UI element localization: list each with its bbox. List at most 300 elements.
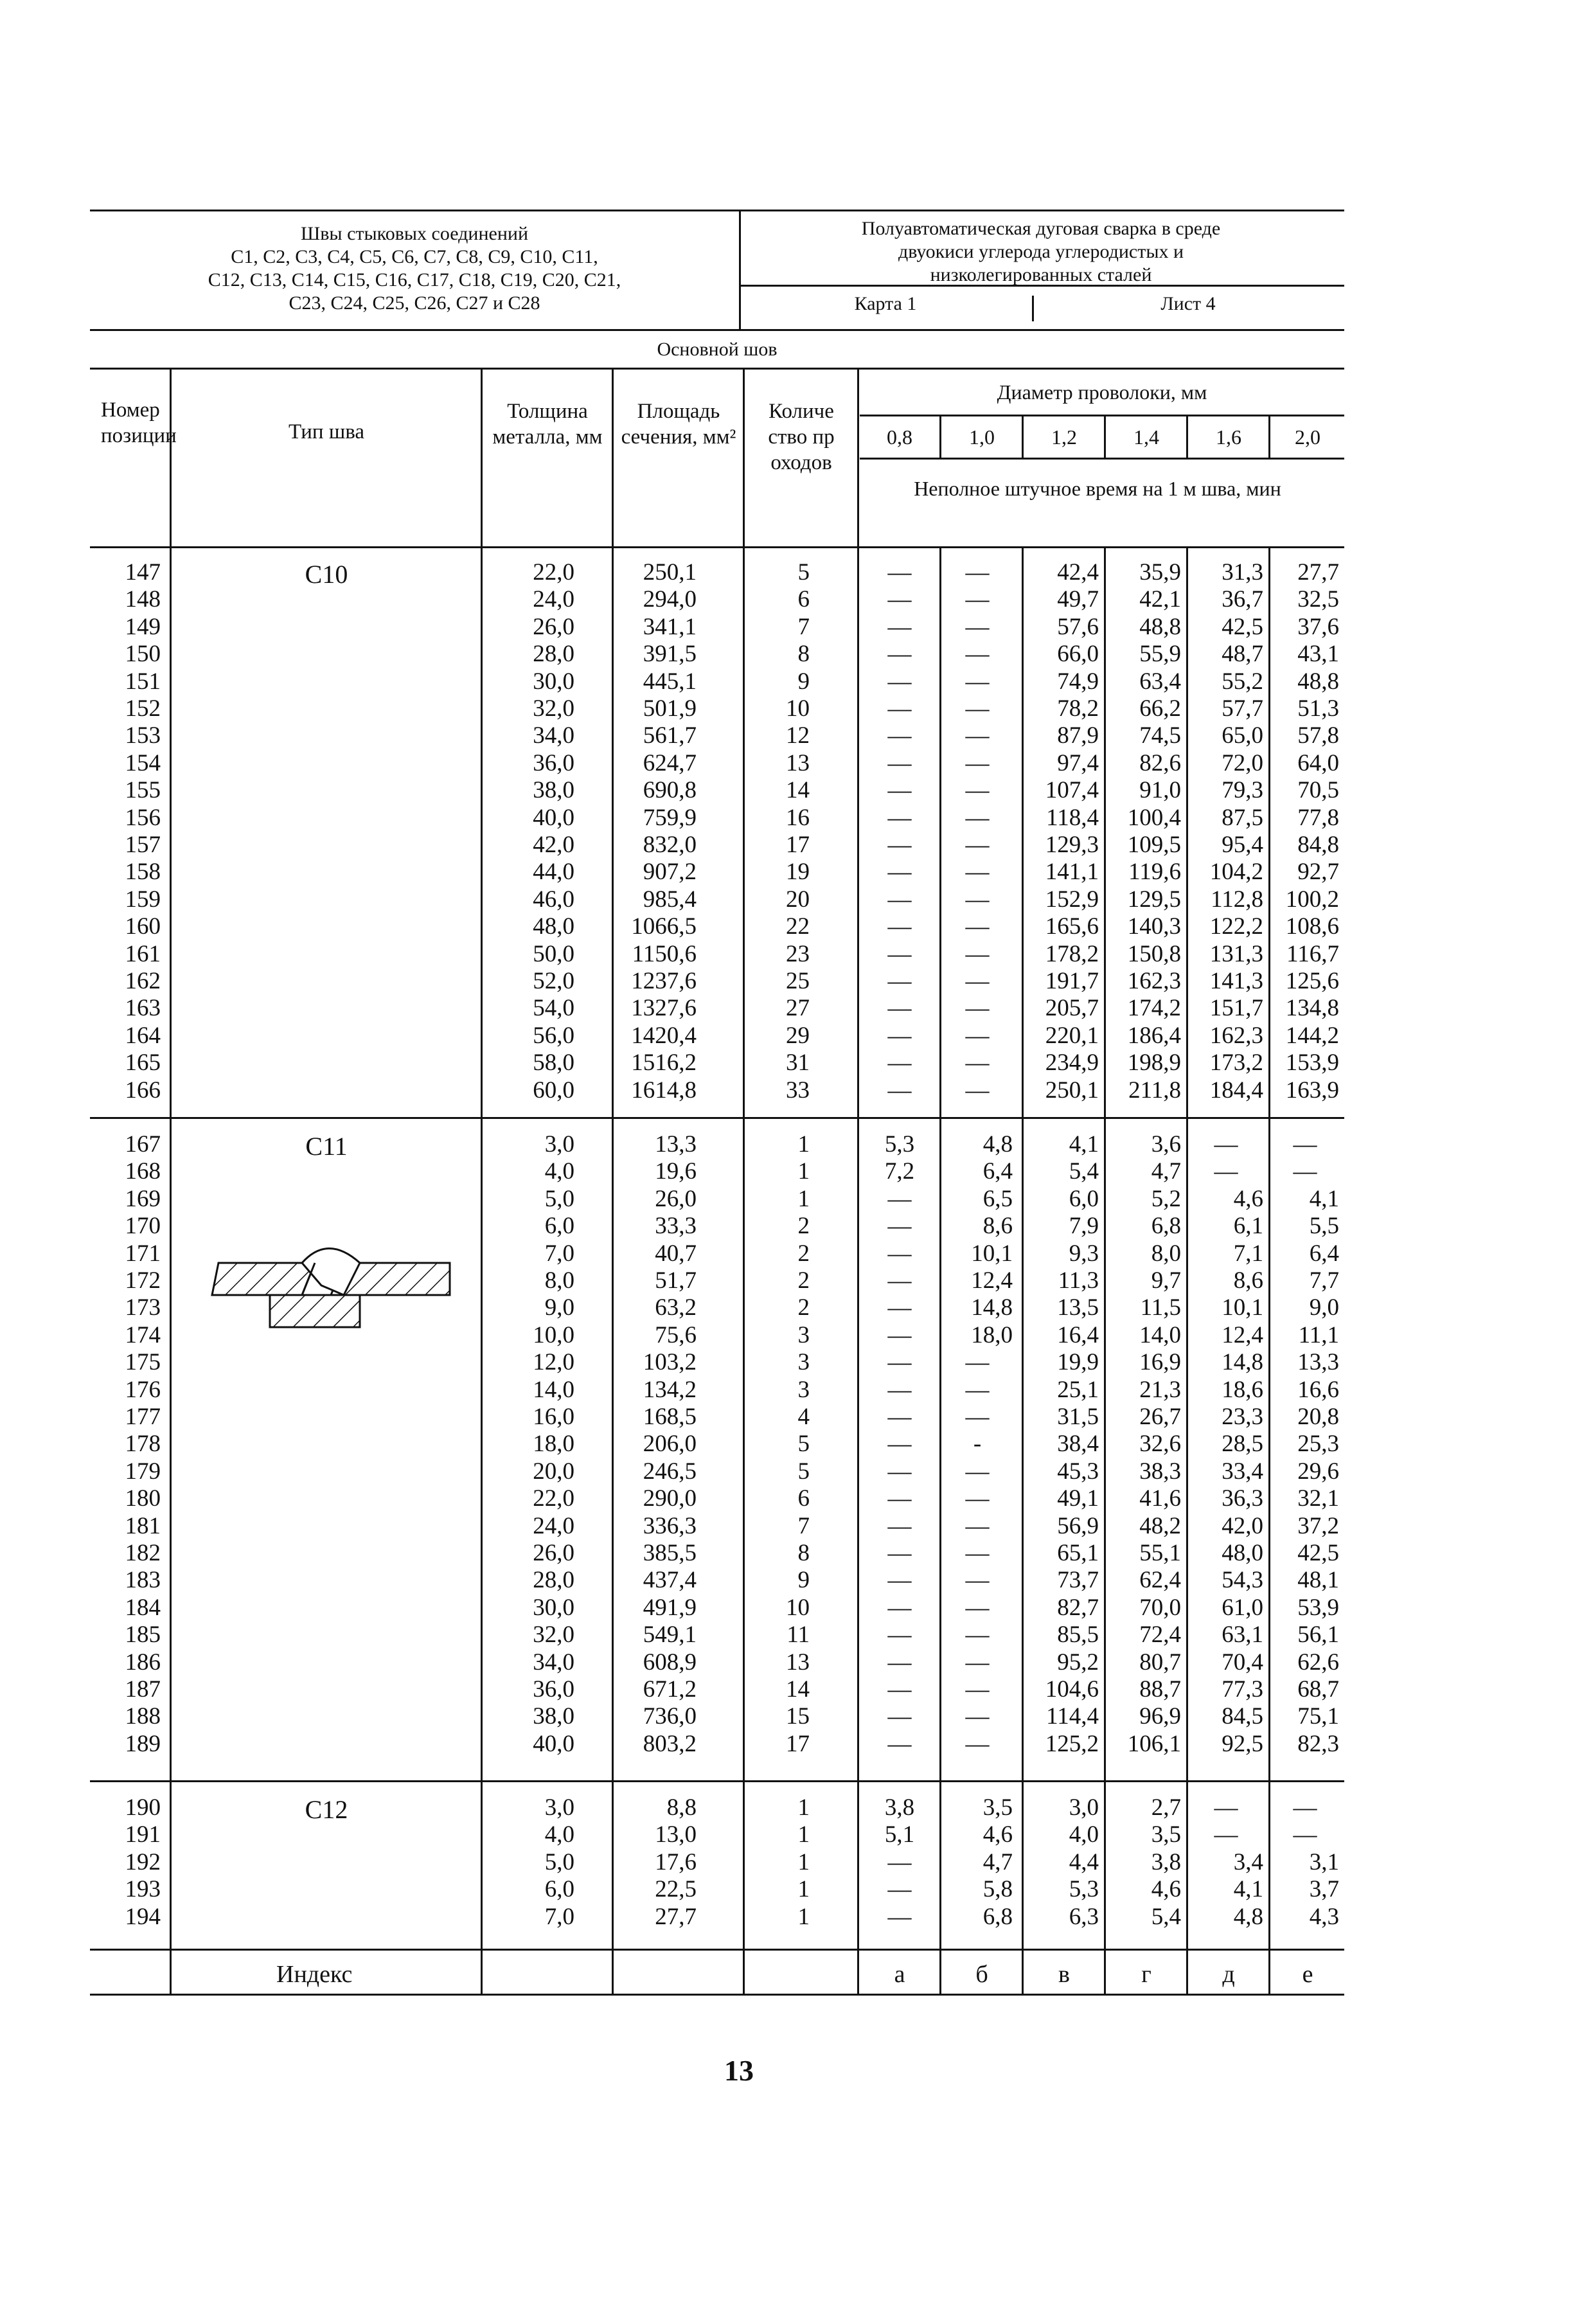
- table-cell: 5,5: [1309, 1213, 1339, 1240]
- col-line-d3-head: [1104, 415, 1106, 458]
- table-cell: 134,2: [643, 1376, 697, 1403]
- row-position: 169: [125, 1185, 161, 1212]
- table-cell: 5,4: [1069, 1158, 1099, 1185]
- header-left-line: C23, C24, C25, C26, C27 и C28: [289, 292, 540, 314]
- row-position: 193: [125, 1876, 161, 1903]
- table-cell: 437,4: [643, 1567, 697, 1594]
- table-cell: 178,2: [1045, 940, 1099, 967]
- table-cell: —: [887, 913, 912, 940]
- table-cell: —: [887, 1848, 912, 1875]
- row-position: 162: [125, 968, 161, 994]
- table-cell: 74,9: [1057, 668, 1099, 695]
- table-cell: 38,4: [1057, 1431, 1099, 1458]
- table-cell: 13: [786, 749, 810, 776]
- table-cell: 65,0: [1222, 722, 1263, 749]
- table-cell: 36,7: [1222, 586, 1263, 613]
- index-label: Индекс: [276, 1961, 353, 1988]
- table-cell: 1327,6: [631, 995, 697, 1022]
- table-cell: 28,0: [533, 1567, 574, 1594]
- table-cell: —: [1214, 1131, 1238, 1158]
- table-cell: 42,0: [1222, 1512, 1263, 1539]
- table-cell: 985,4: [643, 886, 697, 913]
- table-cell: 46,0: [533, 886, 574, 913]
- table-cell: 19,9: [1057, 1349, 1099, 1376]
- col-line-d4: [1186, 546, 1188, 1994]
- header-left: [103, 222, 726, 315]
- section-title: Основной шов: [657, 339, 778, 360]
- row-position: 165: [125, 1050, 161, 1077]
- header-left-line: C1, C2, C3, C4, C5, C6, C7, C8, C9, C10, C11,: [231, 246, 598, 267]
- table-cell: —: [965, 586, 990, 613]
- table-cell: —: [887, 859, 912, 886]
- table-cell: 23: [786, 940, 810, 967]
- row-position: 160: [125, 913, 161, 940]
- table-cell: —: [887, 1404, 912, 1430]
- table-cell: 4,7: [982, 1848, 1013, 1875]
- table-cell: 63,1: [1222, 1622, 1263, 1649]
- table-cell: 7: [797, 613, 810, 640]
- table-cell: 62,4: [1139, 1567, 1181, 1594]
- table-cell: 8: [797, 641, 810, 668]
- table-cell: 55,9: [1139, 641, 1181, 668]
- table-cell: 17,6: [655, 1848, 697, 1875]
- table-cell: 57,8: [1297, 722, 1339, 749]
- table-cell: 33,3: [655, 1213, 697, 1240]
- table-cell: 34,0: [533, 722, 574, 749]
- table-cell: 60,0: [533, 1077, 574, 1104]
- table-cell: 73,7: [1057, 1567, 1099, 1594]
- table-cell: 36,0: [533, 1676, 574, 1703]
- table-cell: 907,2: [643, 859, 697, 886]
- row-position: 185: [125, 1622, 161, 1649]
- table-cell: —: [1293, 1821, 1317, 1848]
- table-cell: 49,7: [1057, 586, 1099, 613]
- table-cell: —: [887, 668, 912, 695]
- table-cell: 391,5: [643, 641, 697, 668]
- table-cell: —: [887, 722, 912, 749]
- table-cell: 3,6: [1151, 1131, 1181, 1158]
- table-cell: —: [965, 1512, 990, 1539]
- table-cell: 12,0: [533, 1349, 574, 1376]
- table-cell: 3,8: [1151, 1848, 1181, 1875]
- table-cell: —: [887, 1567, 912, 1594]
- table-cell: 26,0: [533, 1540, 574, 1566]
- table-cell: 62,6: [1297, 1649, 1339, 1676]
- col-line-thickness: [612, 368, 614, 1994]
- table-cell: —: [887, 1294, 912, 1321]
- table-cell: 198,9: [1127, 1050, 1181, 1077]
- table-cell: 7,0: [544, 1903, 574, 1930]
- table-cell: 6,0: [544, 1876, 574, 1903]
- table-cell: 16: [786, 804, 810, 831]
- row-position: 187: [125, 1676, 161, 1703]
- table-cell: 40,0: [533, 1730, 574, 1757]
- table-cell: —: [887, 1730, 912, 1757]
- row-position: 176: [125, 1376, 161, 1403]
- table-cell: 16,4: [1057, 1321, 1099, 1348]
- table-cell: 234,9: [1045, 1050, 1099, 1077]
- table-cell: 70,5: [1297, 777, 1339, 804]
- table-cell: 109,5: [1127, 832, 1181, 858]
- table-cell: 3: [797, 1376, 810, 1403]
- table-cell: —: [1214, 1158, 1238, 1185]
- table-cell: 18,0: [533, 1431, 574, 1458]
- table-cell: 6,0: [544, 1213, 574, 1240]
- table-cell: —: [887, 1321, 912, 1348]
- table-cell: 4,8: [1233, 1903, 1263, 1930]
- table-cell: 13,3: [655, 1131, 697, 1158]
- table-cell: 3: [797, 1349, 810, 1376]
- table-cell: 186,4: [1127, 1022, 1181, 1049]
- table-cell: 341,1: [643, 613, 697, 640]
- table-cell: 75,6: [655, 1321, 697, 1348]
- table-cell: 803,2: [643, 1730, 697, 1757]
- table-cell: 77,8: [1297, 804, 1339, 831]
- table-cell: 4,6: [982, 1821, 1013, 1848]
- table-cell: 37,2: [1297, 1512, 1339, 1539]
- row-position: 190: [125, 1794, 161, 1821]
- table-cell: —: [1293, 1131, 1317, 1158]
- table-cell: 44,0: [533, 859, 574, 886]
- table-cell: 48,0: [1222, 1540, 1263, 1566]
- table-cell: 48,0: [533, 913, 574, 940]
- table-cell: —: [965, 1540, 990, 1566]
- col-line-type: [481, 368, 483, 1994]
- table-cell: 4,6: [1233, 1185, 1263, 1212]
- table-cell: —: [887, 832, 912, 858]
- table-cell: 25: [786, 968, 810, 994]
- table-cell: 14,8: [971, 1294, 1013, 1321]
- table-cell: 78,2: [1057, 695, 1099, 722]
- table-cell: 65,1: [1057, 1540, 1099, 1566]
- table-cell: —: [887, 1077, 912, 1104]
- table-cell: 5: [797, 1458, 810, 1485]
- table-cell: —: [965, 1703, 990, 1730]
- table-cell: —: [965, 722, 990, 749]
- table-cell: 3,0: [1069, 1794, 1099, 1821]
- header-right-line: низколегированных сталей: [930, 264, 1152, 285]
- table-cell: 119,6: [1128, 859, 1181, 886]
- col-line-d5-head: [1268, 415, 1270, 458]
- table-cell: 7,2: [884, 1158, 915, 1185]
- table-cell: 38,0: [533, 777, 574, 804]
- table-cell: 95,4: [1222, 832, 1263, 858]
- row-position: 178: [125, 1431, 161, 1458]
- table-cell: —: [965, 1404, 990, 1430]
- table-cell: 134,8: [1285, 995, 1339, 1022]
- row-position: 171: [125, 1240, 161, 1267]
- table-cell: 38,0: [533, 1703, 574, 1730]
- table-cell: 36,3: [1222, 1485, 1263, 1512]
- table-cell: 42,4: [1057, 559, 1099, 585]
- col-line-d4-head: [1186, 415, 1188, 458]
- table-cell: 70,4: [1222, 1649, 1263, 1676]
- table-cell: 2,7: [1151, 1794, 1181, 1821]
- table-cell: 16,0: [533, 1404, 574, 1430]
- table-cell: 24,0: [533, 1512, 574, 1539]
- table-cell: 624,7: [643, 749, 697, 776]
- table-cell: 11,3: [1058, 1267, 1099, 1294]
- table-cell: 125,2: [1045, 1730, 1099, 1757]
- table-cell: 141,3: [1209, 968, 1263, 994]
- table-cell: —: [1214, 1794, 1238, 1821]
- table-cell: 5,3: [1069, 1876, 1099, 1903]
- table-cell: 25,1: [1057, 1376, 1099, 1403]
- index-b: б: [975, 1961, 988, 1988]
- table-cell: 7,0: [544, 1240, 574, 1267]
- table-cell: 608,9: [643, 1649, 697, 1676]
- table-cell: 22,0: [533, 559, 574, 585]
- table-cell: 19: [786, 859, 810, 886]
- table-cell: 8,0: [1151, 1240, 1181, 1267]
- table-cell: 12,4: [1222, 1321, 1263, 1348]
- group-separator-2: [90, 1780, 1344, 1782]
- table-cell: 17: [786, 832, 810, 858]
- type-c11: C11: [305, 1132, 348, 1161]
- table-cell: 103,2: [643, 1349, 697, 1376]
- table-cell: 35,9: [1139, 559, 1181, 585]
- table-cell: 106,1: [1127, 1730, 1181, 1757]
- table-cell: 3,5: [1151, 1821, 1181, 1848]
- table-cell: 97,4: [1057, 749, 1099, 776]
- table-cell: 1150,6: [632, 940, 697, 967]
- table-cell: 64,0: [1297, 749, 1339, 776]
- table-cell: 736,0: [643, 1703, 697, 1730]
- table-cell: 10,1: [971, 1240, 1013, 1267]
- col-line-passes: [857, 368, 859, 1994]
- row-position: 175: [125, 1349, 161, 1376]
- table-cell: 42,5: [1297, 1540, 1339, 1566]
- table-cell: —: [887, 940, 912, 967]
- table-cell: —: [887, 1458, 912, 1485]
- table-cell: —: [965, 777, 990, 804]
- table-cell: —: [887, 1240, 912, 1267]
- diameter-rule: [860, 415, 1344, 416]
- table-cell: 4,0: [544, 1821, 574, 1848]
- table-cell: 4,3: [1309, 1903, 1339, 1930]
- table-cell: —: [887, 1485, 912, 1512]
- col-diameter-title: Диаметр проволоки, мм: [997, 380, 1207, 404]
- row-position: 184: [125, 1594, 161, 1621]
- row-position: 153: [125, 722, 161, 749]
- row-position: 158: [125, 859, 161, 886]
- table-cell: 57,7: [1222, 695, 1263, 722]
- col-type: Тип шва: [288, 420, 365, 443]
- table-cell: —: [887, 1267, 912, 1294]
- table-bottom-rule: [90, 1994, 1344, 1996]
- table-cell: 162,3: [1209, 1022, 1263, 1049]
- table-cell: 152,9: [1045, 886, 1099, 913]
- table-cell: 9,7: [1151, 1267, 1181, 1294]
- row-position: 180: [125, 1485, 161, 1512]
- col-line-d2: [1022, 546, 1024, 1994]
- table-cell: 88,7: [1139, 1676, 1181, 1703]
- row-position: 159: [125, 886, 161, 913]
- table-cell: 4,0: [1069, 1821, 1099, 1848]
- table-cell: —: [965, 749, 990, 776]
- table-cell: 112,8: [1211, 886, 1263, 913]
- index-separator: [90, 1949, 1344, 1951]
- row-position: 155: [125, 777, 161, 804]
- table-cell: 56,0: [533, 1022, 574, 1049]
- col-line-d1-head: [939, 415, 941, 458]
- row-position: 191: [125, 1821, 161, 1848]
- row-position: 177: [125, 1404, 161, 1430]
- table-cell: 131,3: [1209, 940, 1263, 967]
- table-cell: 1237,6: [631, 968, 697, 994]
- table-cell: —: [887, 1703, 912, 1730]
- table-cell: 4,4: [1069, 1848, 1099, 1875]
- table-cell: 87,9: [1057, 722, 1099, 749]
- table-cell: 34,0: [533, 1649, 574, 1676]
- table-cell: 91,0: [1139, 777, 1181, 804]
- table-cell: 1: [797, 1903, 810, 1930]
- table-cell: 1: [797, 1158, 810, 1185]
- table-cell: 4,1: [1309, 1185, 1339, 1212]
- table-cell: —: [887, 559, 912, 585]
- table-cell: 48,1: [1297, 1567, 1339, 1594]
- table-cell: 3,1: [1309, 1848, 1339, 1875]
- table-cell: 22: [786, 913, 810, 940]
- table-cell: 8,6: [982, 1213, 1013, 1240]
- row-position: 148: [125, 586, 161, 613]
- table-cell: —: [965, 1676, 990, 1703]
- table-cell: 9: [797, 1567, 810, 1594]
- col-line-area: [743, 368, 745, 1994]
- table-cell: 205,7: [1045, 995, 1099, 1022]
- table-cell: 2: [797, 1294, 810, 1321]
- table-cell: 40,0: [533, 804, 574, 831]
- table-cell: 56,9: [1057, 1512, 1099, 1539]
- table-cell: 29: [786, 1022, 810, 1049]
- table-cell: 27,7: [655, 1903, 697, 1930]
- table-cell: 80,7: [1139, 1649, 1181, 1676]
- table-cell: —: [965, 613, 990, 640]
- header-rows-bottom-rule: [90, 546, 1344, 548]
- table-cell: 50,0: [533, 940, 574, 967]
- table-cell: 1: [797, 1848, 810, 1875]
- table-cell: 30,0: [533, 668, 574, 695]
- table-cell: 92,7: [1297, 859, 1339, 886]
- table-cell: —: [965, 1050, 990, 1077]
- row-position: 172: [125, 1267, 161, 1294]
- col-line-d2-head: [1022, 415, 1024, 458]
- table-cell: 690,8: [643, 777, 697, 804]
- table-cell: 10: [786, 695, 810, 722]
- table-cell: —: [887, 1431, 912, 1458]
- row-position: 170: [125, 1213, 161, 1240]
- table-cell: 294,0: [643, 586, 697, 613]
- table-cell: 12,4: [971, 1267, 1013, 1294]
- table-cell: 13,5: [1057, 1294, 1099, 1321]
- table-cell: 32,0: [533, 695, 574, 722]
- table-cell: 7,7: [1309, 1267, 1339, 1294]
- table-cell: 250,1: [1045, 1077, 1099, 1104]
- group-separator-1: [90, 1117, 1344, 1119]
- table-cell: —: [965, 1077, 990, 1104]
- table-cell: 1: [797, 1185, 810, 1212]
- table-cell: 82,3: [1297, 1730, 1339, 1757]
- upper-left-plate: [212, 1263, 315, 1295]
- table-cell: 28,5: [1222, 1431, 1263, 1458]
- row-position: 181: [125, 1512, 161, 1539]
- table-cell: 32,1: [1297, 1485, 1339, 1512]
- table-cell: 48,8: [1297, 668, 1339, 695]
- table-cell: 3,4: [1233, 1848, 1263, 1875]
- row-position: 194: [125, 1903, 161, 1930]
- table-cell: 54,3: [1222, 1567, 1263, 1594]
- table-cell: 14: [786, 1676, 810, 1703]
- table-cell: 2: [797, 1213, 810, 1240]
- diameter-1-6: 1,6: [1216, 425, 1241, 449]
- table-cell: —: [1293, 1794, 1317, 1821]
- table-cell: 42,5: [1222, 613, 1263, 640]
- table-cell: -: [973, 1431, 982, 1458]
- row-position: 163: [125, 995, 161, 1022]
- row-position: 154: [125, 749, 161, 776]
- diameter-0-8: 0,8: [887, 425, 912, 449]
- table-cell: 246,5: [643, 1458, 697, 1485]
- table-cell: 107,4: [1045, 777, 1099, 804]
- table-cell: —: [887, 1594, 912, 1621]
- table-cell: 24,0: [533, 586, 574, 613]
- table-cell: 79,3: [1222, 777, 1263, 804]
- page-number: 13: [724, 2054, 754, 2087]
- col-time-title: Неполное штучное время на 1 м шва, мин: [914, 477, 1281, 500]
- table-cell: 48,2: [1139, 1512, 1181, 1539]
- table-cell: —: [887, 1512, 912, 1539]
- table-cell: 1420,4: [631, 1022, 697, 1049]
- table-cell: 144,2: [1285, 1022, 1339, 1049]
- table-cell: 4,7: [1151, 1158, 1181, 1185]
- table-cell: 31,5: [1057, 1404, 1099, 1430]
- table-cell: 6,8: [982, 1903, 1013, 1930]
- table-cell: 151,7: [1209, 995, 1263, 1022]
- row-position: 166: [125, 1077, 161, 1104]
- table-cell: —: [965, 995, 990, 1022]
- table-cell: 13,3: [1297, 1349, 1339, 1376]
- table-cell: —: [887, 1622, 912, 1649]
- table-cell: 55,1: [1139, 1540, 1181, 1566]
- table-cell: 82,6: [1139, 749, 1181, 776]
- row-position: 182: [125, 1540, 161, 1566]
- table-cell: 84,5: [1222, 1703, 1263, 1730]
- table-cell: 165,6: [1045, 913, 1099, 940]
- table-cell: 150,8: [1127, 940, 1181, 967]
- table-cell: 5: [797, 1431, 810, 1458]
- table-cell: 25,3: [1297, 1431, 1339, 1458]
- table-cell: —: [965, 886, 990, 913]
- sheet-label: Лист 4: [1160, 293, 1216, 314]
- table-cell: 832,0: [643, 832, 697, 858]
- table-cell: 6,1: [1233, 1213, 1263, 1240]
- table-cell: 5,0: [544, 1185, 574, 1212]
- row-position: 157: [125, 832, 161, 858]
- table-cell: 1: [797, 1821, 810, 1848]
- table-cell: 184,4: [1209, 1077, 1263, 1104]
- table-cell: 6: [797, 1485, 810, 1512]
- header-bottom-rule: [90, 329, 1344, 331]
- table-cell: 32,5: [1297, 586, 1339, 613]
- row-position: 156: [125, 804, 161, 831]
- table-cell: 42,0: [533, 832, 574, 858]
- header-right-line: двуокиси углерода углеродистых и: [898, 241, 1184, 262]
- table-cell: —: [965, 1649, 990, 1676]
- table-cell: 3,0: [544, 1131, 574, 1158]
- table-cell: —: [887, 749, 912, 776]
- table-cell: —: [887, 1349, 912, 1376]
- table-cell: 125,6: [1285, 968, 1339, 994]
